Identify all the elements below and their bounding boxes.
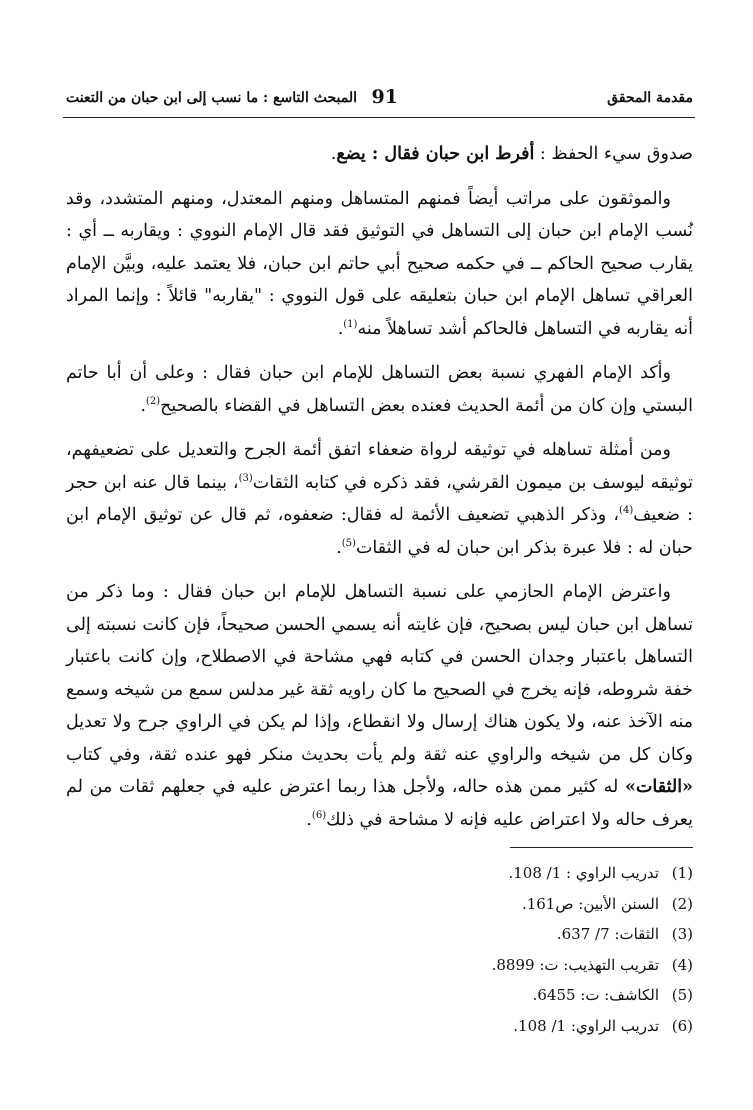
section-label: مقدمة المحقق <box>607 90 693 106</box>
footnote-text: تقريب التهذيب: ت: 8899. <box>491 955 659 974</box>
p4-text-2: ، بينما قال عنه ابن حجر : ضعيف <box>66 472 693 525</box>
paragraph-2 <box>66 183 693 346</box>
chapter-title: المبحث التاسع : ما نسب إلى ابن حبان من التعنت <box>66 90 357 106</box>
footnote-rule <box>510 847 693 848</box>
p1-text: صدوق سيء الحفظ : <box>534 144 693 164</box>
footnote-item <box>273 889 693 920</box>
footnote-item <box>273 950 693 981</box>
footnote-ref-2: (2) <box>145 395 161 407</box>
footnote-item <box>273 980 693 1011</box>
footnote-item <box>273 919 693 950</box>
p4-text-1: ومن أمثلة تساهله في توثيقه لرواة ضعفاء اتفق أئمة الجرح والتعديل على تضعيفهم، توثيقه ليوسف بن ميمون القرشي، فقد ذكره في كتابه الثقات <box>66 440 693 493</box>
footnotes-list <box>273 858 693 1041</box>
p4-end: . <box>336 537 342 558</box>
p2-end: . <box>337 318 344 339</box>
footnote-number: (1) <box>671 864 693 882</box>
footnote-ref-5: (5) <box>341 537 356 549</box>
book-title: «الثقات» <box>624 777 693 797</box>
paragraph-1 <box>66 138 693 171</box>
footnote-text: تدريب الراوي : 1/ 108. <box>508 864 659 882</box>
footnote-number: (2) <box>671 894 693 913</box>
body-text <box>66 138 693 848</box>
p1-end: . <box>330 144 337 164</box>
footnote-number: (3) <box>671 925 693 943</box>
p3-end: . <box>140 395 146 416</box>
p3-text: وأكد الإمام الفهري نسبة بعض التساهل للإمام ابن حبان فقال : وعلى أن أبا حاتم البستي وإن كان من أئمة الحديث فعنده بعض التساهل في القضاء بالصحيح <box>66 363 693 416</box>
p5-end: . <box>306 809 312 830</box>
paragraph-4 <box>66 434 693 564</box>
footnote-number: (4) <box>671 955 693 974</box>
paragraph-3 <box>66 357 693 422</box>
p1-emphasis: أفرط ابن حبان فقال : يضع <box>336 144 535 164</box>
footnote-number: (6) <box>671 1016 693 1035</box>
footnote-ref-4: (4) <box>619 505 634 517</box>
p5-text-1: واعترض الإمام الحازمي على نسبة التساهل للإمام ابن حبان فقال : وما ذكر من تساهل ابن حبان ليس بصحيح، فإن غايته أنه يسمي الحسن صحيحاً، فإن كانت نسبته إلى التساهل باعتبار وجدان الحسن في كتابه فهي مشاحة في الاصطلاح، وإن كانت باعتبار خفة شروطه، فإنه يخرج في الصحيح ما كان راويه ثقة غير مدلس سمع من شيخه وسمع منه الآخذ عنه، ولا يكون هناك إرسال ولا انقطاع، وإذا لم يكن في الراوي جرح ولا تعديل وكان كل من شيخه والراوي عنه ثقة ولم يأت بحديث منكر فهو عنده ثقة، وفي كتاب <box>66 582 693 765</box>
footnote-text: السنن الأبين: ص161. <box>521 894 659 913</box>
p4-text-3: ، وذكر الذهبي تضعيف الأئمة له فقال: ضعفوه، ثم قال عن توثيق الإمام ابن حبان له : فلا عبرة بذكر ابن حبان له في الثقات <box>66 505 693 558</box>
footnote-number: (5) <box>671 986 693 1004</box>
footnote-ref-1: (1) <box>343 318 358 330</box>
paragraph-5 <box>66 576 693 836</box>
footnote-text: الكاشف: ت: 6455. <box>532 986 659 1004</box>
page-number: 91 <box>371 86 398 108</box>
footnote-item <box>273 1011 693 1042</box>
footnote-text: الثقات: 7/ 637. <box>556 925 659 943</box>
footnote-ref-3: (3) <box>238 472 253 484</box>
footnote-text: تدريب الراوي: 1/ 108. <box>513 1016 659 1035</box>
header-rule <box>63 117 695 118</box>
footnote-item <box>273 858 693 889</box>
footnote-ref-6: (6) <box>311 809 327 821</box>
p2-text: والموثقون على مراتب أيضاً فمنهم المتساهل ومنهم المعتدل، ومنهم المتشدد، وقد نُسب الإمام ابن حبان إلى التساهل في التوثيق فقد قال الإمام النووي : ويقاربه ــ أي : يقارب صحيح الحاكم ــ في حكمه صحيح أبي حاتم ابن حبان، فلا يعتمد عليه، وبيَّن الإمام العراقي تساهل الإمام ابن حبان بتعليقه على قول النووي : "يقاربه" قائلاً : وإنما المراد أنه يقاربه في التساهل فالحاكم أشد تساهلاً منه <box>66 188 693 339</box>
p5-text-2: له كثير ممن هذه حاله، ولأجل هذا ربما اعترض عليه في جعلهم ثقات من لم يعرف حاله ولا اعتراض عليه فإنه لا مشاحة في ذلك <box>66 777 693 830</box>
running-header <box>66 86 693 114</box>
